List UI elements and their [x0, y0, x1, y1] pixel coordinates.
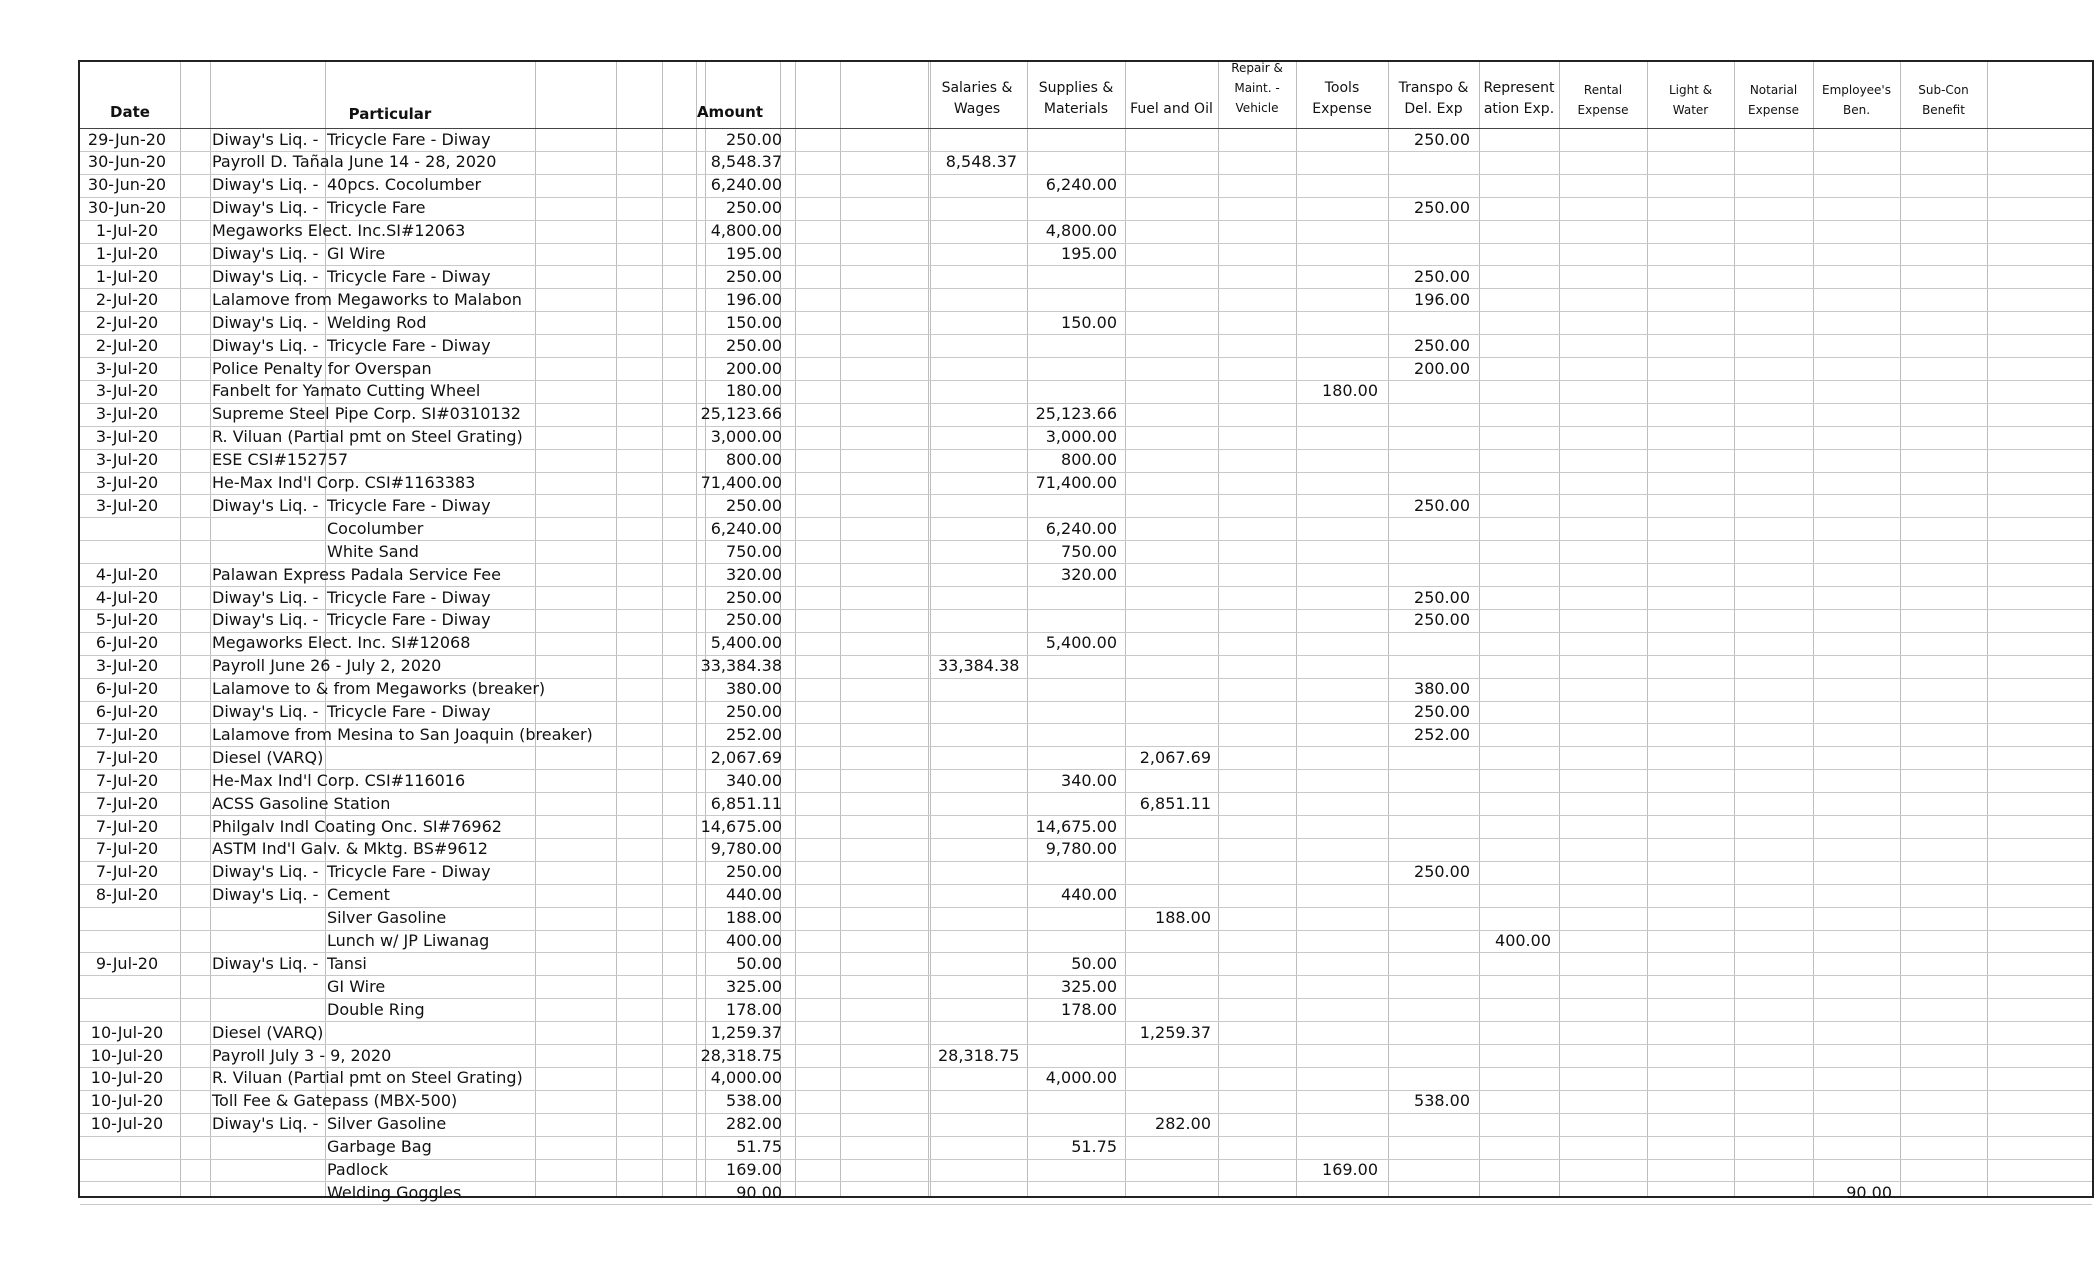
cell-date: 7-Jul-20	[95, 816, 159, 836]
header-supplies: Supplies & Materials	[1038, 80, 1114, 117]
cell-date: 3-Jul-20	[95, 473, 159, 492]
cell-date: 3-Jul-20	[95, 404, 159, 424]
cell-date: 1-Jul-20	[95, 266, 159, 286]
cell-p2: Garbage Bag	[327, 1137, 432, 1157]
cell-supplies: 800.00	[1061, 450, 1117, 470]
header-amount: Amount	[696, 103, 764, 121]
cell-date: 6-Jul-20	[95, 633, 159, 653]
cell-amount: 250.00	[726, 266, 782, 286]
cell-amount: 25,123.66	[700, 404, 782, 424]
column-divider	[1027, 62, 1028, 1196]
cell-transpo: 250.00	[1414, 335, 1470, 355]
cell-p1: Diway's Liq. -	[212, 244, 319, 263]
cell-supplies: 440.00	[1061, 885, 1117, 905]
column-divider	[928, 62, 929, 1196]
cell-amount: 5,400.00	[710, 633, 782, 653]
cell-amount: 90.00	[736, 1182, 782, 1202]
cell-date: 29-Jun-20	[87, 129, 167, 149]
column-divider	[840, 62, 841, 1196]
cell-p1: Lalamove to & from Megaworks (breaker)	[212, 679, 546, 699]
cell-transpo: 250.00	[1414, 587, 1470, 607]
cell-supplies: 4,800.00	[1045, 221, 1117, 241]
cell-amount: 6,851.11	[710, 793, 782, 813]
column-divider	[1647, 62, 1648, 1196]
cell-p1: Diway's Liq. -	[212, 129, 319, 149]
cell-amount: 250.00	[726, 610, 782, 630]
column-divider	[1900, 62, 1901, 1196]
cell-amount: 320.00	[726, 564, 782, 584]
cell-date: 2-Jul-20	[95, 289, 159, 309]
cell-date: 5-Jul-20	[95, 610, 159, 630]
cell-amount: 2,067.69	[710, 747, 782, 767]
cell-amount: 9,780.00	[710, 839, 782, 859]
cell-p1: Philgalv Indl Coating Onc. SI#76962	[212, 816, 502, 836]
cell-p1: ASTM Ind'l Galv. & Mktg. BS#9612	[212, 839, 488, 859]
cell-p2: White Sand	[327, 541, 419, 561]
cell-amount: 250.00	[726, 495, 782, 515]
cell-amount: 4,000.00	[710, 1068, 782, 1088]
header-tools: Tools Expense	[1312, 80, 1372, 117]
cell-p1: Diway's Liq. -	[212, 862, 319, 882]
cell-supplies: 195.00	[1061, 244, 1117, 263]
cell-p1: He-Max Ind'l Corp. CSI#116016	[212, 770, 466, 790]
cell-date: 3-Jul-20	[95, 656, 159, 676]
cell-date: 7-Jul-20	[95, 770, 159, 790]
cell-date: 30-Jun-20	[87, 152, 167, 172]
cell-supplies: 9,780.00	[1045, 839, 1117, 859]
cell-p1: Diway's Liq. -	[212, 1114, 319, 1134]
column-divider	[795, 62, 796, 1196]
cell-amount: 6,240.00	[710, 518, 782, 538]
cell-date: 30-Jun-20	[87, 198, 167, 218]
header-fuel: Fuel and Oil	[1130, 101, 1213, 117]
cell-supplies: 178.00	[1061, 999, 1117, 1019]
cell-amount: 750.00	[726, 541, 782, 561]
cell-transpo: 250.00	[1414, 862, 1470, 882]
cell-p2: Tricycle Fare	[327, 198, 426, 218]
cell-p1: R. Viluan (Partial pmt on Steel Grating)	[212, 1068, 523, 1088]
cell-p1: Diway's Liq. -	[212, 587, 319, 607]
cell-amount: 28,318.75	[700, 1045, 782, 1065]
column-divider	[1813, 62, 1814, 1196]
cell-p2: Tricycle Fare - Diway	[327, 495, 491, 515]
cell-date: 4-Jul-20	[95, 587, 159, 607]
cell-amount: 71,400.00	[700, 473, 782, 492]
cell-p2: Cocolumber	[327, 518, 424, 538]
cell-date: 7-Jul-20	[95, 724, 159, 744]
cell-p1: Diway's Liq. -	[212, 335, 319, 355]
cell-transpo: 252.00	[1414, 724, 1470, 744]
cell-p1: Diway's Liq. -	[212, 198, 319, 218]
cell-amount: 400.00	[726, 931, 782, 950]
header-rental: Rental Expense	[1577, 83, 1629, 117]
header-represent: Represent ation Exp.	[1483, 80, 1555, 117]
cell-amount: 178.00	[726, 999, 782, 1019]
cell-date: 7-Jul-20	[95, 839, 159, 859]
cell-date: 10-Jul-20	[90, 1114, 164, 1134]
cell-amount: 325.00	[726, 976, 782, 996]
cell-fuel: 1,259.37	[1139, 1022, 1211, 1042]
cell-p1: R. Viluan (Partial pmt on Steel Grating)	[212, 427, 523, 447]
cell-p1: Police Penalty for Overspan	[212, 358, 432, 378]
cell-date: 10-Jul-20	[90, 1068, 164, 1088]
cell-p2: Double Ring	[327, 999, 425, 1019]
cell-supplies: 51.75	[1071, 1137, 1117, 1157]
column-divider	[1296, 62, 1297, 1196]
cell-p1: Diway's Liq. -	[212, 953, 319, 973]
cell-date: 3-Jul-20	[95, 381, 159, 401]
cell-transpo: 250.00	[1414, 129, 1470, 149]
cell-amount: 3,000.00	[710, 427, 782, 447]
cell-p1: Payroll July 3 - 9, 2020	[212, 1045, 392, 1065]
cell-p1: Lalamove from Megaworks to Malabon	[212, 289, 522, 309]
cell-p2: Silver Gasoline	[327, 908, 447, 928]
cell-p1: Diway's Liq. -	[212, 312, 319, 332]
column-divider	[1479, 62, 1480, 1196]
cell-p2: Tricycle Fare - Diway	[327, 862, 491, 882]
cell-supplies: 50.00	[1071, 953, 1117, 973]
cell-p2: Tricycle Fare - Diway	[327, 610, 491, 630]
cell-supplies: 4,000.00	[1045, 1068, 1117, 1088]
cell-amount: 250.00	[726, 129, 782, 149]
cell-supplies: 340.00	[1061, 770, 1117, 790]
cell-transpo: 250.00	[1414, 610, 1470, 630]
cell-employee: 90.00	[1846, 1182, 1892, 1202]
header-notarial: Notarial Expense	[1748, 83, 1799, 117]
cell-p1: Diway's Liq. -	[212, 266, 319, 286]
cell-amount: 1,259.37	[710, 1022, 782, 1042]
cell-p1: Fanbelt for Yamato Cutting Wheel	[212, 381, 481, 401]
column-divider	[1987, 62, 1988, 1196]
column-divider	[180, 62, 181, 1196]
cell-amount: 169.00	[726, 1160, 782, 1179]
cell-date: 30-Jun-20	[87, 175, 167, 195]
cell-amount: 250.00	[726, 702, 782, 721]
cell-transpo: 200.00	[1414, 358, 1470, 378]
cell-date: 3-Jul-20	[95, 495, 159, 515]
cell-p2: Silver Gasoline	[327, 1114, 447, 1134]
cell-amount: 252.00	[726, 724, 782, 744]
cell-tools: 180.00	[1322, 381, 1378, 401]
cell-p2: Tricycle Fare - Diway	[327, 702, 491, 721]
cell-amount: 250.00	[726, 198, 782, 218]
cell-p1: ACSS Gasoline Station	[212, 793, 391, 813]
cell-p1: Diesel (VARQ)	[212, 1022, 324, 1042]
cell-amount: 250.00	[726, 862, 782, 882]
column-divider	[210, 62, 211, 1196]
cell-date: 1-Jul-20	[95, 244, 159, 263]
expense-ledger-sheet	[78, 60, 2094, 1202]
cell-p1: Payroll D. Tañala June 14 - 28, 2020	[212, 152, 497, 172]
cell-amount: 51.75	[736, 1137, 782, 1157]
cell-fuel: 188.00	[1155, 908, 1211, 928]
cell-amount: 195.00	[726, 244, 782, 263]
cell-p1: Toll Fee & Gatepass (MBX-500)	[212, 1091, 458, 1111]
cell-p1: Diway's Liq. -	[212, 702, 319, 721]
cell-date: 7-Jul-20	[95, 793, 159, 813]
cell-amount: 6,240.00	[710, 175, 782, 195]
column-divider	[662, 62, 663, 1196]
cell-date: 3-Jul-20	[95, 358, 159, 378]
cell-p2: GI Wire	[327, 976, 386, 996]
header-employee: Employee's Ben.	[1822, 83, 1891, 117]
cell-amount: 180.00	[726, 381, 782, 401]
cell-amount: 188.00	[726, 908, 782, 928]
cell-transpo: 538.00	[1414, 1091, 1470, 1111]
cell-p2: Tricycle Fare - Diway	[327, 266, 491, 286]
cell-date: 10-Jul-20	[90, 1045, 164, 1065]
cell-date: 3-Jul-20	[95, 450, 159, 470]
cell-salaries: 33,384.38	[938, 656, 1020, 676]
cell-transpo: 250.00	[1414, 702, 1470, 721]
cell-p1: Payroll June 26 - July 2, 2020	[212, 656, 442, 676]
cell-supplies: 71,400.00	[1035, 473, 1117, 492]
cell-amount: 33,384.38	[700, 656, 782, 676]
cell-amount: 440.00	[726, 885, 782, 905]
cell-supplies: 320.00	[1061, 564, 1117, 584]
cell-date: 7-Jul-20	[95, 862, 159, 882]
cell-amount: 250.00	[726, 587, 782, 607]
cell-amount: 340.00	[726, 770, 782, 790]
column-divider	[1218, 62, 1219, 1196]
cell-date: 2-Jul-20	[95, 312, 159, 332]
cell-p1: Palawan Express Padala Service Fee	[212, 564, 501, 584]
column-divider	[1734, 62, 1735, 1196]
cell-amount: 282.00	[726, 1114, 782, 1134]
cell-p1: ESE CSI#152757	[212, 450, 348, 470]
header-date: Date	[110, 103, 150, 121]
cell-fuel: 6,851.11	[1139, 793, 1211, 813]
cell-amount: 196.00	[726, 289, 782, 309]
column-divider	[1125, 62, 1126, 1196]
cell-amount: 800.00	[726, 450, 782, 470]
header-particular: Particular	[348, 105, 432, 123]
cell-transpo: 380.00	[1414, 679, 1470, 699]
cell-supplies: 150.00	[1061, 312, 1117, 332]
cell-transpo: 196.00	[1414, 289, 1470, 309]
cell-date: 6-Jul-20	[95, 702, 159, 721]
cell-supplies: 14,675.00	[1035, 816, 1117, 836]
column-divider	[1559, 62, 1560, 1196]
cell-supplies: 5,400.00	[1045, 633, 1117, 653]
cell-p2: Lunch w/ JP Liwanag	[327, 931, 490, 950]
cell-date: 7-Jul-20	[95, 747, 159, 767]
cell-amount: 50.00	[736, 953, 782, 973]
row-divider	[80, 1204, 2092, 1205]
header-light: Light & Water	[1668, 83, 1713, 117]
cell-amount: 200.00	[726, 358, 782, 378]
cell-p1: Diway's Liq. -	[212, 885, 319, 905]
cell-date: 4-Jul-20	[95, 564, 159, 584]
cell-supplies: 3,000.00	[1045, 427, 1117, 447]
cell-p2: Tricycle Fare - Diway	[327, 587, 491, 607]
cell-p1: Lalamove from Mesina to San Joaquin (breaker)	[212, 724, 593, 744]
cell-p2: Welding Rod	[327, 312, 427, 332]
cell-p2: Tricycle Fare - Diway	[327, 335, 491, 355]
cell-amount: 150.00	[726, 312, 782, 332]
cell-transpo: 250.00	[1414, 266, 1470, 286]
cell-supplies: 6,240.00	[1045, 175, 1117, 195]
cell-amount: 8,548.37	[710, 152, 782, 172]
cell-p1: Megaworks Elect. Inc.SI#12063	[212, 221, 466, 241]
cell-p1: He-Max Ind'l Corp. CSI#1163383	[212, 473, 476, 492]
cell-date: 9-Jul-20	[95, 953, 159, 973]
cell-p2: Padlock	[327, 1160, 389, 1179]
cell-date: 3-Jul-20	[95, 427, 159, 447]
cell-transpo: 250.00	[1414, 495, 1470, 515]
cell-supplies: 750.00	[1061, 541, 1117, 561]
cell-fuel: 282.00	[1155, 1114, 1211, 1134]
cell-amount: 538.00	[726, 1091, 782, 1111]
cell-supplies: 25,123.66	[1035, 404, 1117, 424]
column-divider	[930, 62, 931, 1196]
cell-p1: Supreme Steel Pipe Corp. SI#0310132	[212, 404, 521, 424]
cell-supplies: 6,240.00	[1045, 518, 1117, 538]
cell-tools: 169.00	[1322, 1160, 1378, 1179]
column-divider	[1388, 62, 1389, 1196]
cell-amount: 14,675.00	[700, 816, 782, 836]
cell-amount: 250.00	[726, 335, 782, 355]
cell-fuel: 2,067.69	[1139, 747, 1211, 767]
cell-p2: Tansi	[327, 953, 367, 973]
cell-amount: 4,800.00	[710, 221, 782, 241]
cell-p2: 40pcs. Cocolumber	[327, 175, 482, 195]
cell-p2: Cement	[327, 885, 390, 905]
header-subcon: Sub-Con Benefit	[1918, 83, 1969, 117]
cell-transpo: 250.00	[1414, 198, 1470, 218]
cell-date: 2-Jul-20	[95, 335, 159, 355]
cell-amount: 380.00	[726, 679, 782, 699]
cell-salaries: 28,318.75	[938, 1045, 1020, 1065]
cell-p2: Welding Goggles	[327, 1182, 462, 1202]
cell-p1: Diway's Liq. -	[212, 175, 319, 195]
header-repair: Repair & Maint. - Vehicle	[1231, 61, 1283, 115]
cell-date: 10-Jul-20	[90, 1022, 164, 1042]
header-salaries: Salaries & Wages	[941, 80, 1013, 117]
cell-salaries: 8,548.37	[945, 152, 1017, 172]
cell-supplies: 325.00	[1061, 976, 1117, 996]
header-transpo: Transpo & Del. Exp	[1398, 80, 1469, 117]
cell-p1: Diway's Liq. -	[212, 495, 319, 515]
cell-p1: Diesel (VARQ)	[212, 747, 324, 767]
cell-p2: Tricycle Fare - Diway	[327, 129, 491, 149]
cell-date: 1-Jul-20	[95, 221, 159, 241]
cell-p1: Megaworks Elect. Inc. SI#12068	[212, 633, 471, 653]
cell-represent: 400.00	[1495, 931, 1551, 950]
cell-date: 6-Jul-20	[95, 679, 159, 699]
cell-p2: GI Wire	[327, 244, 386, 263]
cell-date: 10-Jul-20	[90, 1091, 164, 1111]
cell-date: 8-Jul-20	[95, 885, 159, 905]
cell-p1: Diway's Liq. -	[212, 610, 319, 630]
